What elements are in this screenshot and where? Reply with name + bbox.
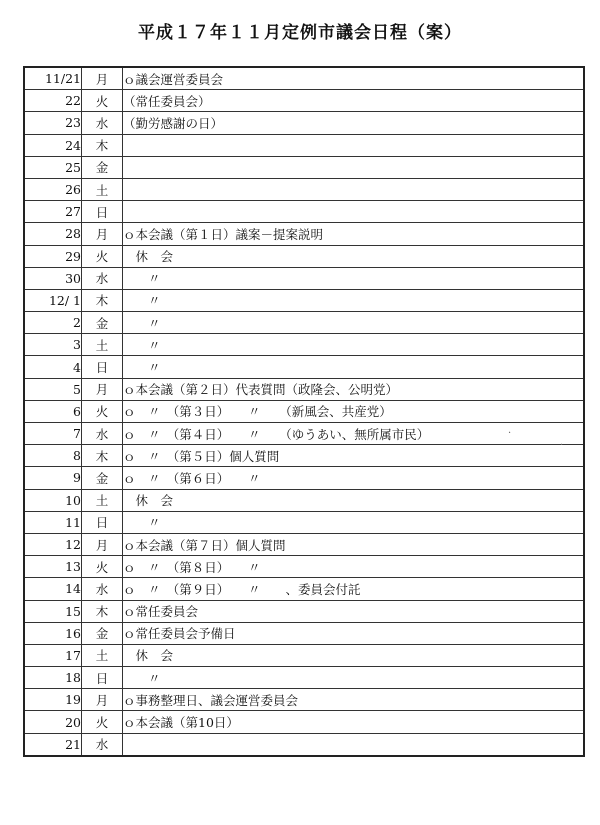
date-cell: 19 [24,689,82,711]
scan-mark: · [560,440,564,451]
table-row [24,644,584,666]
weekday-cell: 日 [82,356,123,378]
date-cell: 12 [24,533,82,555]
agenda-cell: 〃 [123,267,585,289]
date-cell: 24 [24,134,82,156]
table-row [24,378,584,400]
weekday-cell: 金 [82,312,123,334]
table-row [24,245,584,267]
weekday-cell: 水 [82,267,123,289]
agenda-cell: 〃 [123,667,585,689]
agenda-cell: ｏ 〃 （第９日） 〃 、委員会付託 [123,578,585,600]
weekday-cell: 水 [82,578,123,600]
agenda-cell: 休 会 [123,245,585,267]
date-cell: 29 [24,245,82,267]
table-row [24,90,584,112]
date-cell: 21 [24,733,82,756]
table-row [24,423,584,445]
weekday-cell: 土 [82,489,123,511]
date-cell: 4 [24,356,82,378]
weekday-cell: 木 [82,445,123,467]
table-row [24,733,584,756]
agenda-cell: ｏ本会議（第２日）代表質問（政隆会、公明党） [123,378,585,400]
date-cell: 3 [24,334,82,356]
weekday-cell: 水 [82,733,123,756]
weekday-cell: 金 [82,467,123,489]
table-row [24,156,584,178]
table-row [24,489,584,511]
page-title: 平成１７年１１月定例市議会日程（案） [138,23,462,43]
date-cell: 9 [24,467,82,489]
agenda-cell [123,201,585,223]
date-cell: 30 [24,267,82,289]
agenda-cell: ｏ本会議（第１日）議案－提案説明 [123,223,585,245]
agenda-cell: 〃 [123,511,585,533]
agenda-cell: ｏ事務整理日、議会運営委員会 [123,689,585,711]
date-cell: 5 [24,378,82,400]
weekday-cell: 日 [82,667,123,689]
agenda-cell: 休 会 [123,644,585,666]
date-cell: 17 [24,644,82,666]
weekday-cell: 日 [82,511,123,533]
agenda-cell: ｏ 〃 （第５日）個人質問 [123,445,585,467]
date-cell: 6 [24,400,82,422]
table-row [24,533,584,555]
table-row [24,334,584,356]
agenda-cell: ｏ常任委員会予備日 [123,622,585,644]
date-cell: 18 [24,667,82,689]
table-row [24,67,584,90]
scan-mark: · [508,428,512,439]
agenda-cell: ｏ 〃 （第４日） 〃 （ゆうあい、無所属市民） [123,423,585,445]
agenda-cell: ｏ本会議（第７日）個人質問 [123,533,585,555]
weekday-cell: 日 [82,201,123,223]
table-row [24,445,584,467]
date-cell: 8 [24,445,82,467]
date-cell: 26 [24,178,82,200]
weekday-cell: 月 [82,533,123,555]
agenda-cell: 〃 [123,289,585,311]
weekday-cell: 木 [82,134,123,156]
weekday-cell: 木 [82,600,123,622]
agenda-cell: ｏ常任委員会 [123,600,585,622]
table-row [24,223,584,245]
date-cell: 28 [24,223,82,245]
agenda-cell: ｏ議会運営委員会 [123,67,585,90]
table-row [24,267,584,289]
weekday-cell: 木 [82,289,123,311]
schedule-table [23,66,585,757]
weekday-cell: 土 [82,644,123,666]
table-row [24,578,584,600]
agenda-cell [123,134,585,156]
weekday-cell: 火 [82,556,123,578]
weekday-cell: 水 [82,112,123,134]
table-row [24,511,584,533]
date-cell: 11 [24,511,82,533]
agenda-cell: ｏ 〃 （第３日） 〃 （新風会、共産党） [123,400,585,422]
weekday-cell: 月 [82,689,123,711]
weekday-cell: 火 [82,90,123,112]
table-row [24,711,584,733]
date-cell: 23 [24,112,82,134]
weekday-cell: 火 [82,245,123,267]
table-row [24,289,584,311]
weekday-cell: 火 [82,711,123,733]
table-row [24,112,584,134]
table-row [24,356,584,378]
table-row [24,667,584,689]
table-row [24,201,584,223]
agenda-cell: （常任委員会） [123,90,585,112]
table-row [24,689,584,711]
weekday-cell: 金 [82,156,123,178]
weekday-cell: 土 [82,178,123,200]
date-cell: 27 [24,201,82,223]
table-row [24,600,584,622]
table-row [24,400,584,422]
table-row [24,134,584,156]
date-cell: 13 [24,556,82,578]
agenda-cell: 〃 [123,334,585,356]
date-cell: 20 [24,711,82,733]
date-cell: 10 [24,489,82,511]
weekday-cell: 月 [82,67,123,90]
agenda-cell: （勤労感謝の日） [123,112,585,134]
table-row [24,178,584,200]
date-cell: 12/ 1 [24,289,82,311]
weekday-cell: 月 [82,378,123,400]
table-row [24,312,584,334]
schedule-body [24,67,584,756]
agenda-cell: 〃 [123,312,585,334]
date-cell: 11/21 [24,67,82,90]
agenda-cell: ｏ 〃 （第６日） 〃 [123,467,585,489]
table-row [24,622,584,644]
agenda-cell: 休 会 [123,489,585,511]
agenda-cell [123,733,585,756]
date-cell: 25 [24,156,82,178]
weekday-cell: 金 [82,622,123,644]
weekday-cell: 水 [82,423,123,445]
agenda-cell: ｏ 〃 （第８日） 〃 [123,556,585,578]
date-cell: 15 [24,600,82,622]
date-cell: 14 [24,578,82,600]
date-cell: 22 [24,90,82,112]
table-row [24,556,584,578]
date-cell: 2 [24,312,82,334]
weekday-cell: 月 [82,223,123,245]
agenda-cell [123,178,585,200]
date-cell: 7 [24,423,82,445]
weekday-cell: 土 [82,334,123,356]
agenda-cell: 〃 [123,356,585,378]
weekday-cell: 火 [82,400,123,422]
date-cell: 16 [24,622,82,644]
table-row [24,467,584,489]
agenda-cell: ｏ本会議（第10日） [123,711,585,733]
agenda-cell [123,156,585,178]
